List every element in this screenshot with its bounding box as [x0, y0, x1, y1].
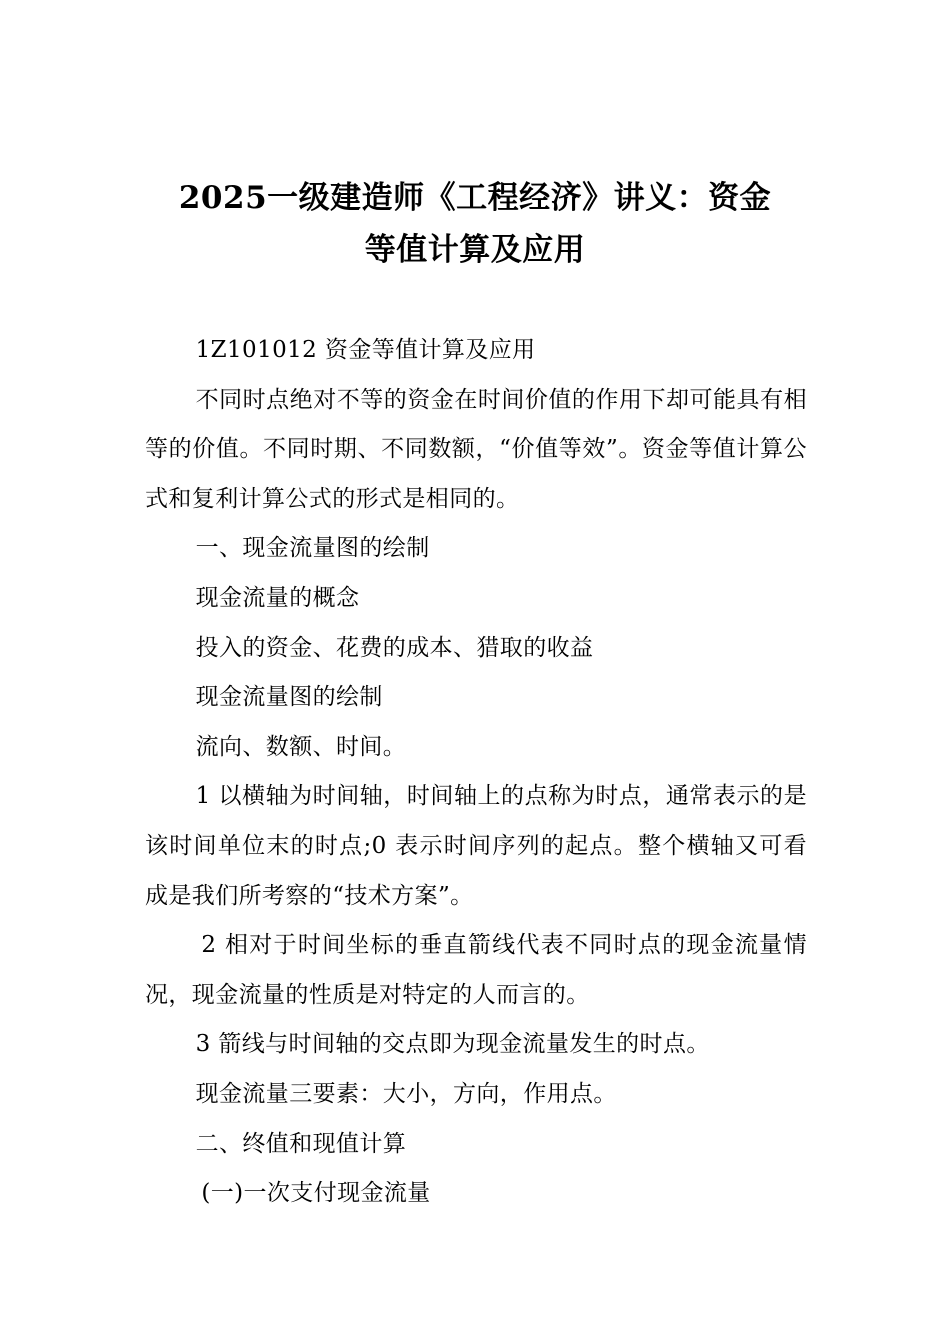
- paragraph-flow-elements: 流向、数额、时间。: [195, 733, 407, 760]
- paragraph-cash-flow-items: 投入的资金、花费的成本、猎取的收益: [195, 634, 594, 661]
- paragraph-cash-flow-concept: 现金流量的概念: [195, 584, 360, 611]
- heading-cash-flow-diagram: 一、现金流量图的绘制: [195, 535, 430, 562]
- paragraph-point-2: 2 相对于时间坐标的垂直箭线代表不同时点的现金流量情况，现金流量的性质是对特定的人而言的。: [145, 932, 807, 1008]
- paragraph-equivalence: 不同时点绝对不等的资金在时间价值的作用下却可能具有相等的价值。不同时期、不同数额，“价值等效”。资金等值计算公式和复利计算公式的形式是相同的。: [145, 386, 807, 512]
- heading-future-present-value: 二、终值和现值计算: [195, 1130, 407, 1157]
- title-line-2: 等值计算及应用: [364, 232, 586, 268]
- title-line-1: 2025一级建造师《工程经济》讲义：资金: [178, 180, 772, 216]
- document-body: [145, 326, 807, 1219]
- heading-single-payment: (一)一次支付现金流量: [201, 1180, 431, 1207]
- paragraph-three-elements: 现金流量三要素：大小，方向，作用点。: [195, 1080, 617, 1107]
- paragraph-point-1: 1 以横轴为时间轴，时间轴上的点称为时点，通常表示的是该时间单位末的时点;0 表示时间序列的起点。整个横轴又可看成是我们所考察的“技术方案”。: [145, 783, 807, 909]
- section-code-heading: 1Z101012 资金等值计算及应用: [195, 337, 536, 363]
- paragraph-point-3: 3 箭线与时间轴的交点即为现金流量发生的时点。: [195, 1031, 710, 1058]
- paragraph-diagram-drawing: 现金流量图的绘制: [195, 684, 383, 711]
- document-title: [145, 172, 805, 276]
